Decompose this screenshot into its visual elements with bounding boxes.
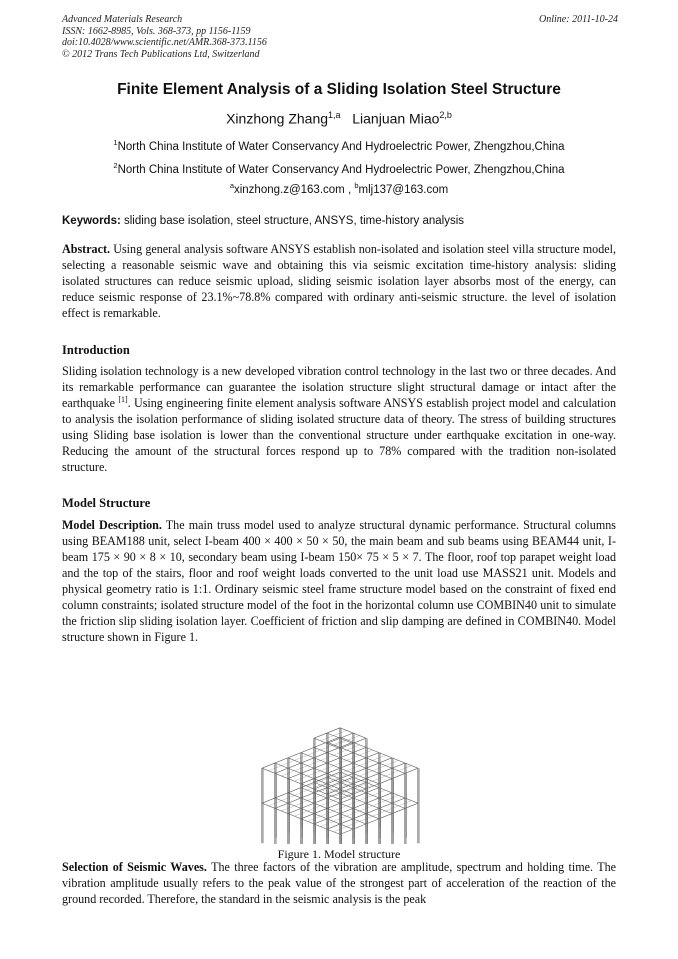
seismic-waves-text: The three factors of the vibration are amplitude, spectrum and holding time. The vibration amplitude usually refers to the peak value of the strongest part of acceleration of the reaction of the ground recorded. Therefore, the standard in the seismic analysis is the peak [62,860,617,906]
email-mark: b [354,181,359,190]
model-description-text: The main truss model used to analyze structural dynamic performance. Structural columns using BEAM188 unit, select I-beam 400 × 400 × 50 × 50, the main beam and sub beams using BEAM44 unit, I-beam 175 × 90 × 8 × 10, secondary beam using I-beam 150× 75 × 5 × 7. The floor, roof top parapet weight load and the top of the stairs, floor and roof weight loads converted to the unit load use MASS21 unit. Models and physical geometry ratio is 1:1. Ordinary seismic steel frame structure model based on the constraint of fixed end column constraints; isolated structure model of the foot in the horizontal column use COMBIN40 unit to simulate the friction slip sliding isolation layer. Coefficient of friction and slip damping are defined in COMBIN40. Model structure shown in Figure 1. [62,518,616,644]
affiliation-text: North China Institute of Water Conservancy And Hydroelectric Power, Zhengzhou,China [117,163,565,176]
keywords-label: Keywords: [62,215,121,227]
doi-line: doi:10.4028/www.scientific.net/AMR.368-373.1156 [62,37,267,48]
author-affiliation-mark: 2,b [439,110,452,120]
affiliation-mark: 2 [113,161,118,170]
email-a: xinzhong.z@163.com , [233,183,352,196]
introduction-text: Sliding isolation technology is a new developed vibration control technology in the last two or three decades. And its remarkable performance can guarantee the isolation structure slight structural damage or intact after the earthquake [62,364,616,410]
model-description-label: Model Description. [62,518,162,532]
seismic-waves-section [62,859,616,907]
email-b: mlj137@163.com [358,183,449,196]
model-structure-figure [210,672,470,844]
citation-ref: [1] [118,394,128,404]
abstract-label: Abstract. [62,242,111,256]
model-structure-heading: Model Structure [62,496,151,510]
author-affiliation-mark: 1,a [328,110,341,120]
affiliation-text: North China Institute of Water Conservancy And Hydroelectric Power, Zhengzhou,China [117,140,565,153]
keywords-text: sliding base isolation, steel structure, ANSYS, time-history analysis [124,215,465,227]
abstract-text: Using general analysis software ANSYS establish non-isolated and isolation steel villa structure model, selecting a reasonable seismic wave and obtaining this via seismic excitation time-history analysis: sliding isolated structures can reduce seismic upload, sliding seismic isolation layer absorbs most of the energy, can reduce seismic response of 23.1%~78.8% compared with ordinary anti-seismic structure. the level of isolation effect is remarkable. [62,242,616,320]
journal-header [62,14,618,60]
introduction-body [62,363,616,475]
affiliation-mark: 1 [113,138,118,147]
introduction-heading: Introduction [62,343,130,357]
model-description [62,517,616,645]
abstract [62,241,616,321]
introduction-text: . Using engineering finite element analysis software ANSYS establish project model and calculation to analysis the isolation performance of sliding isolated structure data of theory. The stress of building structures using Sliding base isolation is lower than the conventional structure under earthquake excitation in one-way. Reducing the amount of the structural forces respond up to 78% compared with the tradition non-isolated structure. [62,396,616,474]
seismic-waves-label: Selection of Seismic Waves. [62,860,207,874]
affiliation-1 [0,138,678,153]
online-date: Online: 2011-10-24 [539,14,618,25]
figure-caption: Figure 1. Model structure [277,847,401,861]
journal-name: Advanced Materials Research [62,14,183,25]
copyright-line: © 2012 Trans Tech Publications Ltd, Switzerland [62,48,260,60]
email-mark: a [229,181,234,190]
author-name: Xinzhong Zhang [226,110,329,127]
paper-title: Finite Element Analysis of a Sliding Isolation Steel Structure [117,81,561,98]
issn-line: ISSN: 1662-8985, Vols. 368-373, pp 1156-1159 [62,25,251,37]
keywords [62,215,464,227]
author-list [0,110,678,127]
author-emails [0,181,678,196]
affiliation-2 [0,161,678,176]
author-name: Lianjuan Miao [352,110,440,127]
